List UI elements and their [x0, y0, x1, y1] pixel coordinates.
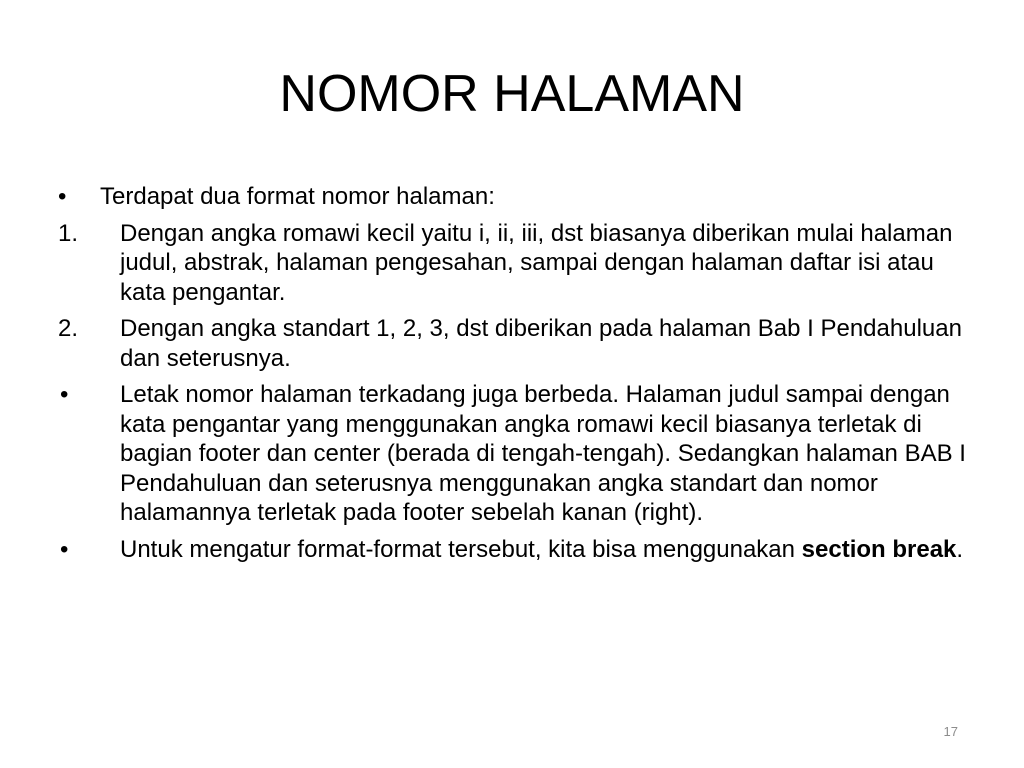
page-number: 17 [943, 724, 958, 739]
bullet-marker: • [60, 381, 69, 408]
slide-content [58, 182, 968, 571]
slide-title: NOMOR HALAMAN [279, 65, 745, 123]
list-item-text: Terdapat dua format nomor halaman: [100, 183, 495, 210]
list-item-text: Dengan angka standart 1, 2, 3, dst diberikan pada halaman Bab I Pendahuluan dan seterusnya. [120, 315, 962, 372]
list-item-text-after: . [956, 535, 964, 563]
list-item [58, 535, 968, 565]
number-marker: 2. [58, 315, 79, 342]
bullet-marker: • [58, 183, 67, 210]
bullet-marker: • [60, 535, 69, 563]
list-item-text [58, 535, 968, 565]
list-item [58, 380, 968, 528]
list-item [58, 219, 968, 308]
list-item-text-before: Untuk mengatur format-format tersebut, kita bisa menggunakan [120, 535, 802, 563]
list-item [58, 182, 968, 212]
number-marker: 1. [58, 219, 79, 247]
section-break-term: section break [801, 535, 957, 563]
list-item [58, 314, 968, 373]
list-item-text: Dengan angka romawi kecil yaitu i, ii, iii, dst biasanya diberikan mulai halaman judul, abstrak, halaman pengesahan, sampai dengan halaman daftar isi atau kata pengantar. [120, 219, 953, 306]
list-item-text: Letak nomor halaman terkadang juga berbeda. Halaman judul sampai dengan kata pengantar yang menggunakan angka romawi kecil biasanya terletak di bagian footer dan center (berada di tengah-tengah). Sedangkan halaman BAB I Pendahuluan dan seterusnya menggunakan angka standart dan nomor halamannya terletak pada footer sebelah kanan (right). [120, 381, 966, 526]
